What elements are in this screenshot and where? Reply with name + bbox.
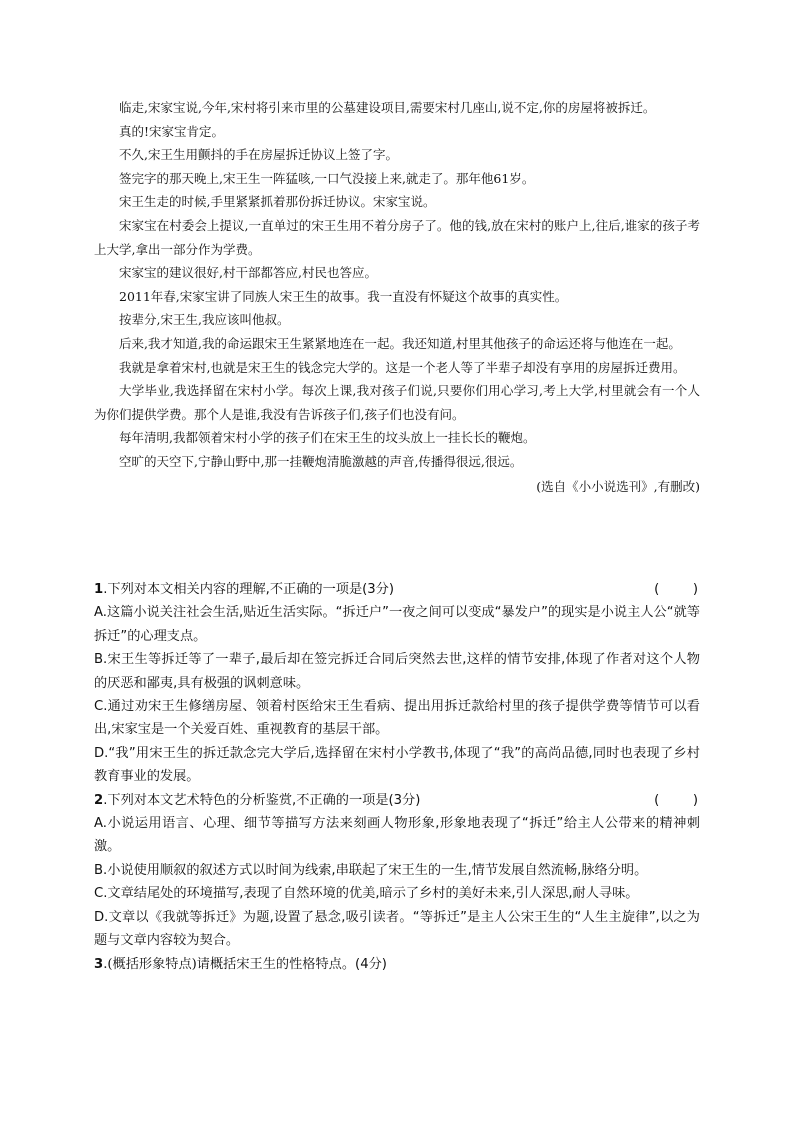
story-paragraph: 宋家宝的建议很好,村干部都答应,村民也答应。 (119, 265, 377, 281)
option-d: D.文章以《我就等拆迁》为题,设置了悬念,吸引读者。“等拆迁”是主人公宋王生的“人生主旋律”,以之为题与文章内容较为契合。 (94, 909, 700, 949)
option-a: A.小说运用语言、心理、细节等描写方法来刻画人物形象,形象地表现了“拆迁”给主人公带来的精神刺激。 (94, 816, 700, 855)
question-1 (94, 578, 700, 789)
question-tag: .(概括形象特点) (103, 956, 197, 972)
source-citation: (选自《小小说选刊》,有删改) (536, 478, 700, 494)
story-paragraph: 2011年春,宋家宝讲了同族人宋王生的故事。我一直没有怀疑这个故事的真实性。 (119, 288, 568, 304)
option-b: B.小说使用顺叙的叙述方式以时间为线索,串联起了宋王生的一生,情节发展自然流畅,脉络分明。 (94, 862, 648, 878)
option-a: A.这篇小说关注社会生活,贴近生活实际。“拆迁户”一夜之间可以变成“暴发户”的现实是小说主人公“就等拆迁”的心理支点。 (94, 605, 700, 644)
question-stem (94, 953, 700, 976)
story-paragraph: 我就是拿着宋村,也就是宋王生的钱念完大学的。这是一个老人等了半辈子却没有享用的房屋拆迁费用。 (119, 359, 686, 375)
question-stem (94, 578, 700, 601)
option-c: C.文章结尾处的环境描写,表现了自然环境的优美,暗示了乡村的美好未来,引人深思,耐人寻味。 (94, 886, 639, 902)
story-paragraph: 临走,宋家宝说,今年,宋村将引来市里的公墓建设项目,需要宋村几座山,说不定,你的房屋将被拆迁。 (119, 100, 656, 115)
question-2 (94, 789, 700, 953)
question-number: 3 (94, 956, 104, 972)
story-paragraph: 宋家宝在村委会上提议,一直单过的宋王生用不着分房子了。他的钱,放在宋村的账户上,往后,谁家的孩子考上大学,拿出一部分作为学费。 (94, 217, 700, 257)
story-paragraph: 空旷的天空下,宁静山野中,那一挂鞭炮清脆激越的声音,传播得很远,很远。 (119, 453, 523, 469)
option-b: B.宋王生等拆迁等了一辈子,最后却在签完拆迁合同后突然去世,这样的情节安排,体现了作者对这个人物的厌恶和鄙夷,具有极强的讽刺意味。 (94, 652, 700, 691)
question-number: 1 (94, 582, 104, 597)
question-text: 请概括宋王生的性格特点。(4分) (196, 956, 387, 972)
answer-blank[interactable]: ( ) (654, 582, 698, 597)
question-section (94, 578, 700, 976)
story-paragraph: 后来,我才知道,我的命运跟宋王生紧紧地连在一起。我还知道,村里其他孩子的命运还将与他连在一起。 (119, 335, 681, 351)
question-text: .下列对本文艺术特色的分析鉴赏,不正确的一项是(3分) (103, 792, 421, 808)
story-paragraph: 大学毕业,我选择留在宋村小学。每次上课,我对孩子们说,只要你们用心学习,考上大学,村里就会有一个人为你们提供学费。那个人是谁,我没有告诉孩子们,孩子们也没有问。 (94, 383, 700, 422)
story-paragraph: 不久,宋王生用颤抖的手在房屋拆迁协议上签了字。 (119, 147, 398, 163)
question-number: 2 (94, 792, 104, 808)
story-paragraph: 宋王生走的时候,手里紧紧抓着那份拆迁协议。宋家宝说。 (119, 194, 436, 210)
question-3 (94, 953, 700, 976)
option-d: D.“我”用宋王生的拆迁款念完大学后,选择留在宋村小学教书,体现了“我”的高尚品德,同时也表现了乡村教育事业的发展。 (94, 745, 700, 785)
answer-blank[interactable]: ( ) (654, 792, 698, 808)
story-paragraph: 每年清明,我都领着宋村小学的孩子们在宋王生的坟头放上一挂长长的鞭炮。 (119, 430, 536, 446)
story-paragraph: 真的!宋家宝肯定。 (119, 123, 225, 139)
story-text (94, 96, 700, 498)
story-paragraph: 按辈分,宋王生,我应该叫他叔。 (119, 312, 290, 328)
question-stem (94, 789, 700, 812)
option-c: C.通过劝宋王生修缮房屋、领着村医给宋王生看病、提出用拆迁款给村里的孩子提供学费等情节可以看出,宋家宝是一个关爱百姓、重视教育的基层干部。 (94, 699, 700, 738)
story-paragraph: 签完字的那天晚上,宋王生一阵猛咳,一口气没接上来,就走了。那年他61岁。 (119, 170, 535, 186)
question-text: .下列对本文相关内容的理解,不正确的一项是(3分) (103, 582, 394, 597)
